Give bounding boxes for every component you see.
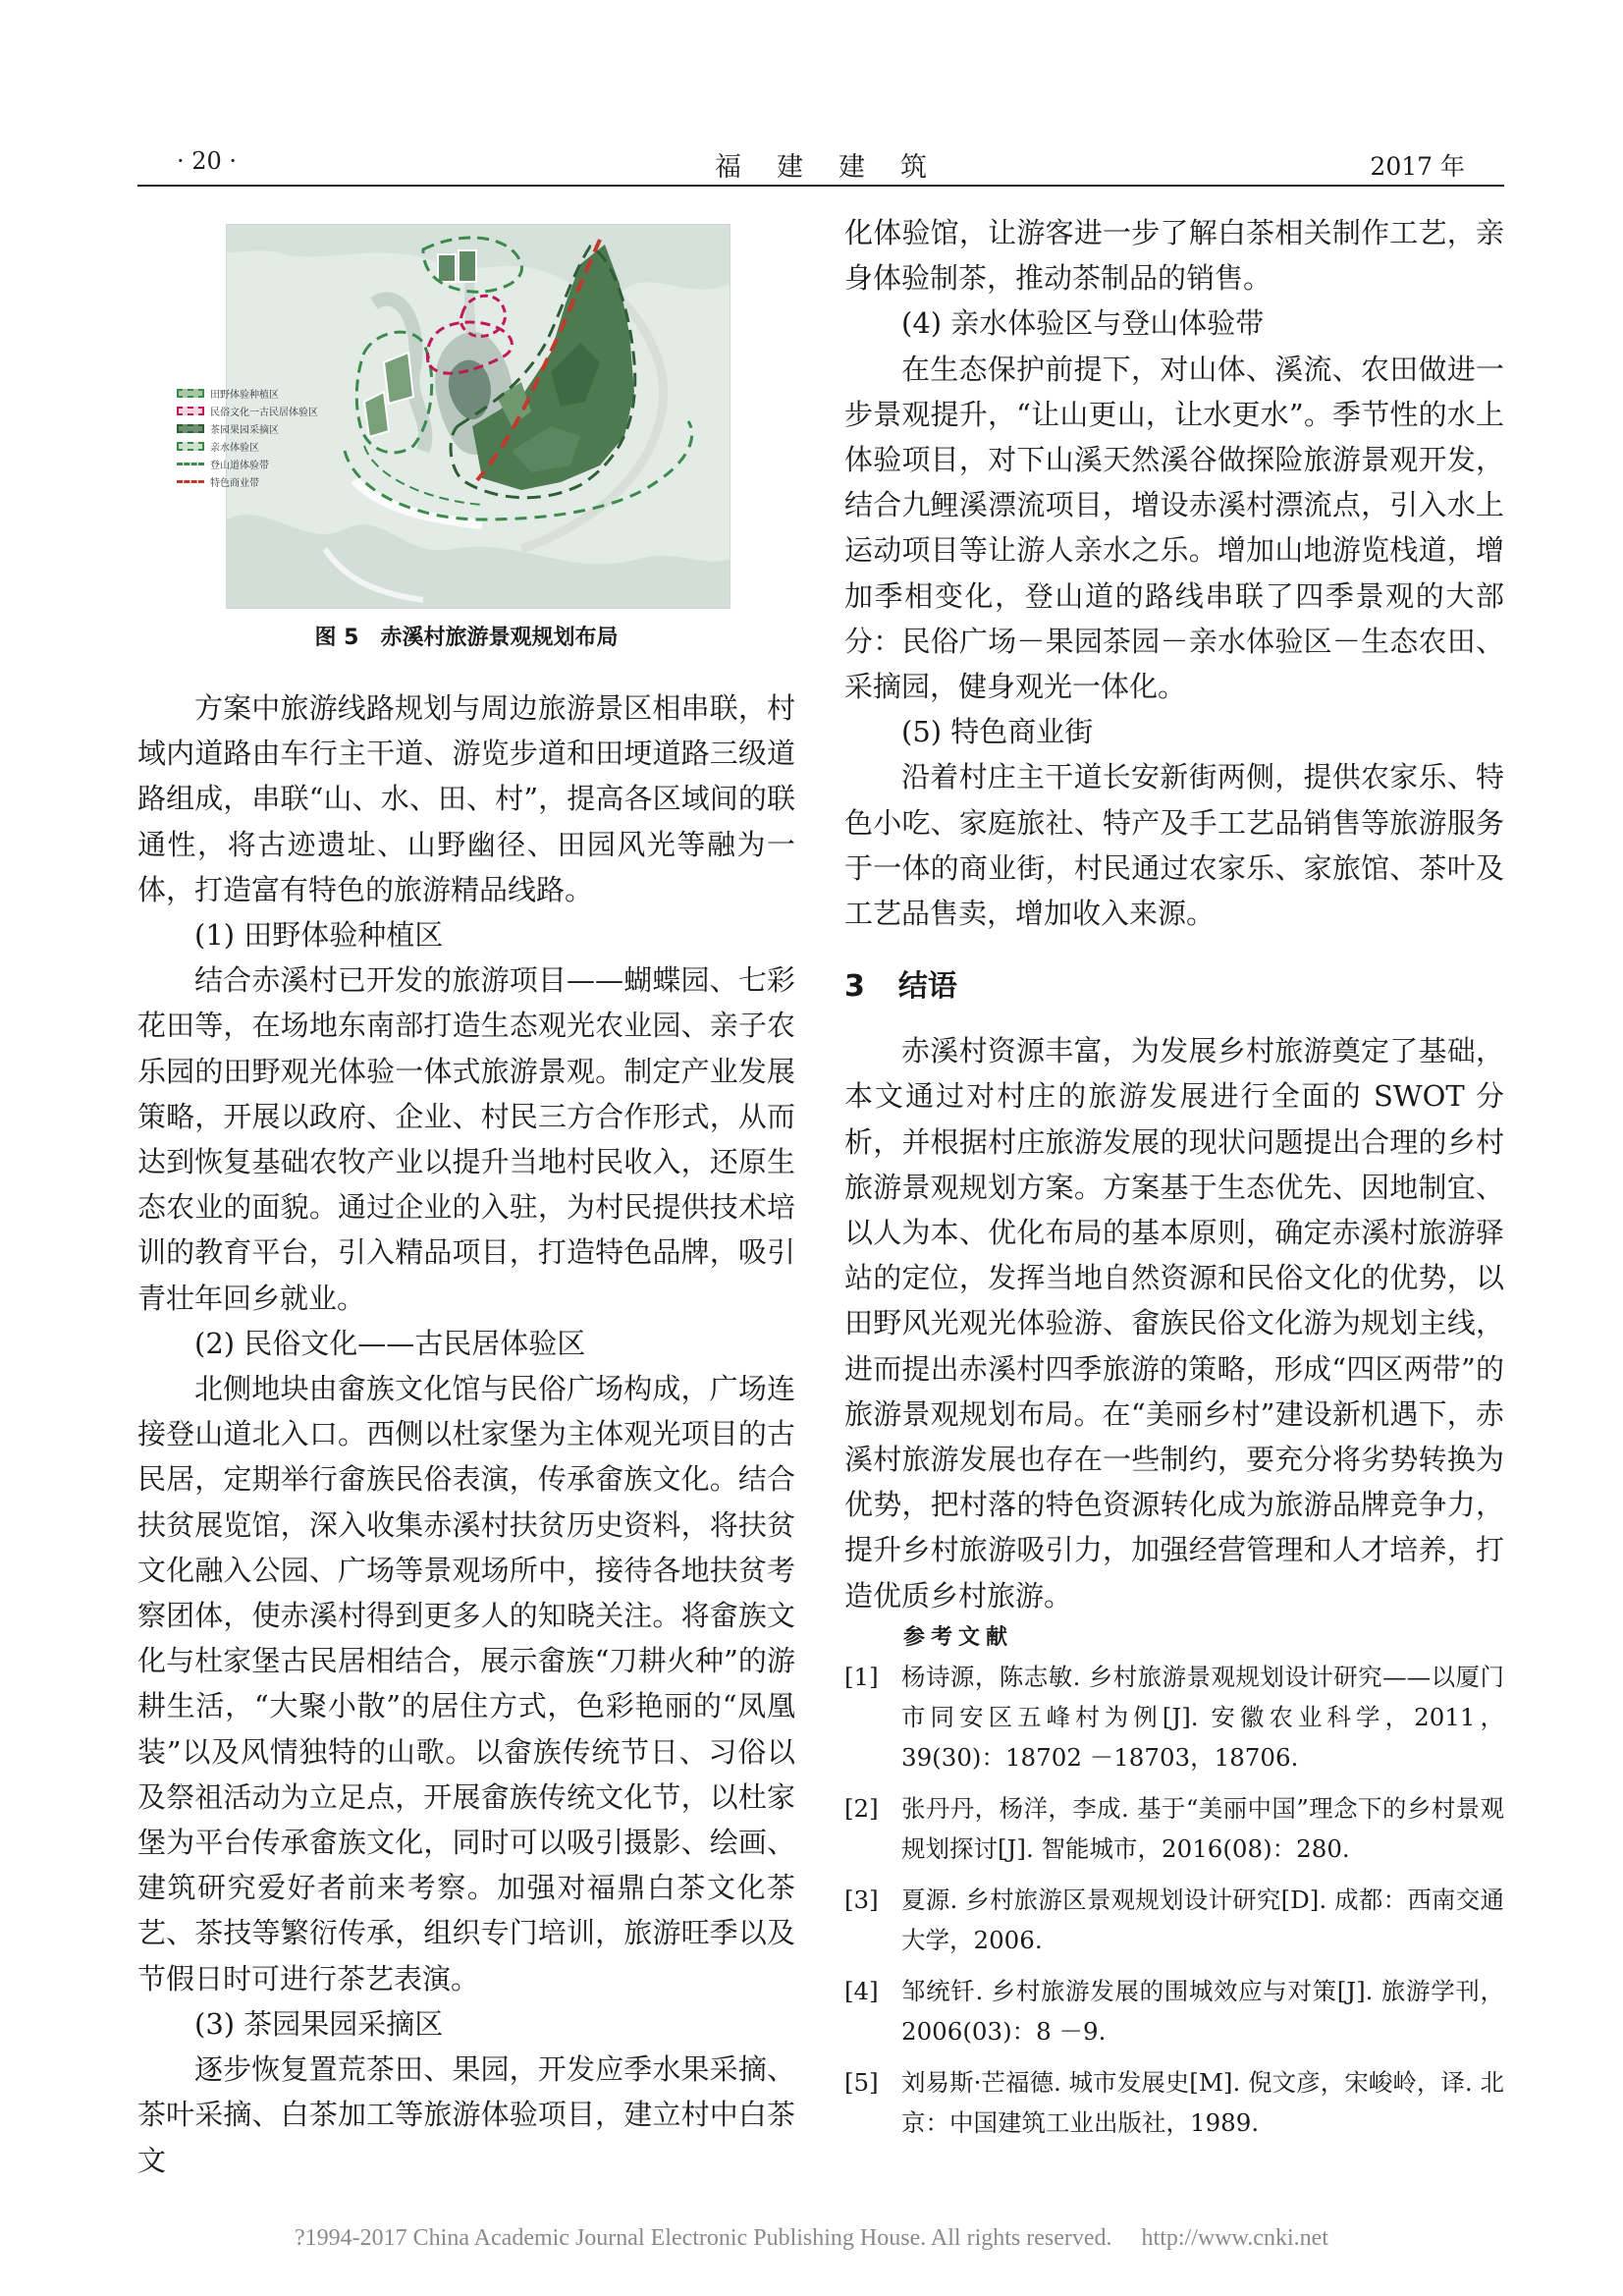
reference-item <box>844 1788 1504 1869</box>
legend-line <box>177 463 204 465</box>
subheading: (4) 亲水体验区与登山体验带 <box>901 306 1265 341</box>
reference-number: [5] <box>844 2067 879 2097</box>
reference-number: [3] <box>844 1885 879 1914</box>
issue-year: 2017 年 <box>1370 152 1465 181</box>
references-heading: 参考文献 <box>903 1624 1014 1650</box>
reference-text: 刘易斯·芒福德. 城市发展史[M]. 倪文彦，宋峻岭，译. 北京：中国建筑工业出版社，1989. <box>901 2067 1504 2137</box>
subheading: (5) 特色商业街 <box>901 715 1094 749</box>
figure-5 <box>137 210 795 672</box>
section-heading <box>844 961 1504 1005</box>
paragraph: 北侧地块由畲族文化馆与民俗广场构成，广场连接登山道北入口。西侧以杜家堡为主体观光项目的古民居，定期举行畲族民俗表演，传承畲族文化。结合扶贫展览馆，深入收集赤溪村扶贫历史资料，将扶贫文化融入公园、广场等景观场所中，接待各地扶贫考察团体，使赤溪村得到更多人的知晓关注。将畲族文化与杜家堡古民居相结合，展示畲族“刀耕火种”的游耕生活，“大聚小散”的居住方式，色彩艳丽的“凤凰装”以及风情独特的山歌。以畲族传统节日、习俗以及祭祖活动为立足点，开展畲族传统文化节，以杜家堡为平台传承畲族文化，同时可以吸引摄影、绘画、建筑研究爱好者前来考察。加强对福鼎白茶文化茶艺、茶技等繁衍传承，组织专门培训，旅游旺季以及节假日时可进行茶艺表演。 <box>137 1372 795 1995</box>
reference-item <box>844 1880 1504 1960</box>
figure-caption: 图 5 赤溪村旅游景观规划布局 <box>314 626 619 650</box>
running-header <box>137 145 1504 187</box>
section-number: 3 <box>844 969 865 1005</box>
page-number: · 20 · <box>177 147 238 175</box>
paragraph: 赤溪村资源丰富，为发展乡村旅游奠定了基础，本文通过对村庄的旅游发展进行全面的 SWOT 分析，并根据村庄旅游发展的现状问题提出合理的乡村旅游景观规划方案。方案基于生态优先、因地制宜、以人为本、优化布局的基本原则，确定赤溪村旅游驿站的定位，发挥当地自然资源和民俗文化的优势，以田野风光观光体验游、畲族民俗文化游为规划主线，进而提出赤溪村四季旅游的策略，形成“四区两带”的旅游景观规划布局。在“美丽乡村”建设新机遇下，赤溪村旅游发展也存在一些制约，要充分将劣势转换为优势，把村落的特色资源转化成为旅游品牌竞争力，提升乡村旅游吸引力，加强经营管理和人才培养，打造优质乡村旅游。 <box>844 1034 1504 1613</box>
reference-item <box>844 2062 1504 2143</box>
subheading: (3) 茶园果园采摘区 <box>194 2006 444 2041</box>
legend-label: 亲水体验区 <box>210 442 259 454</box>
reference-text: 夏源. 乡村旅游区景观规划设计研究[D]. 成都：西南交通大学，2006. <box>901 1885 1504 1954</box>
reference-item <box>844 1971 1504 2051</box>
map-legend <box>177 384 318 490</box>
legend-item <box>177 384 318 402</box>
legend-label: 民俗文化一古民居体验区 <box>210 407 318 418</box>
reference-number: [1] <box>844 1662 879 1691</box>
reference-text: 杨诗源，陈志敏. 乡村旅游景观规划设计研究——以厦门市同安区五峰村为例[J]. 安徽农业科学，2011，39(30)：18702 －18703，18706. <box>901 1662 1504 1772</box>
legend-item <box>177 455 318 472</box>
legend-swatch <box>177 424 204 433</box>
legend-label: 茶园果园采摘区 <box>210 424 279 436</box>
reference-number: [4] <box>844 1976 879 2005</box>
left-column <box>137 210 795 2183</box>
paragraph: 化体验馆，让游客进一步了解白茶相关制作工艺，亲身体验制茶，推动茶制品的销售。 <box>844 216 1504 296</box>
reference-text: 邹统钎. 乡村旅游发展的围城效应与对策[J]. 旅游学刊，2006(03)：8 －9. <box>901 1976 1504 2046</box>
journal-title: 福建建筑 <box>715 152 962 183</box>
subheading: (2) 民俗文化——古民居体验区 <box>194 1326 586 1360</box>
reference-item <box>844 1657 1504 1777</box>
paragraph: 逐步恢复置荒茶田、果园，开发应季水果采摘、茶叶采摘、白茶加工等旅游体验项目，建立村中白茶文 <box>137 2052 795 2177</box>
subheading: (1) 田野体验种植区 <box>194 918 444 953</box>
legend-label: 特色商业带 <box>210 477 259 489</box>
right-column <box>844 210 1504 2154</box>
legend-swatch <box>177 389 204 398</box>
legend-swatch <box>177 442 204 451</box>
legend-line <box>177 480 204 483</box>
legend-swatch <box>177 407 204 415</box>
paragraph: 结合赤溪村已开发的旅游项目——蝴蝶园、七彩花田等，在场地东南部打造生态观光农业园、亲子农乐园的田野观光体验一体式旅游景观。制定产业发展策略，开展以政府、企业、村民三方合作形式，从而达到恢复基础农牧产业以提升当地村民收入，还原生态农业的面貌。通过企业的入驻，为村民提供技术培训的教育平台，引入精品项目，打造特色品牌，吸引青壮年回乡就业。 <box>137 963 795 1315</box>
legend-item <box>177 402 318 419</box>
legend-label: 登山道体验带 <box>210 460 269 471</box>
legend-item <box>177 437 318 455</box>
section-title: 结语 <box>897 969 957 1005</box>
paragraph: 沿着村庄主干道长安新街两侧，提供农家乐、特色小吃、家庭旅社、特产及手工艺品销售等旅游服务于一体的商业街，村民通过农家乐、家旅馆、茶叶及工艺品售卖，增加收入来源。 <box>844 760 1504 931</box>
copyright-footer: ?1994-2017 China Academic Journal Electronic Publishing House. All rights reserved. http://www.cnki.net <box>295 2225 1328 2251</box>
reference-text: 张丹丹，杨洋，李成. 基于“美丽中国”理念下的乡村景观规划探讨[J]. 智能城市，2016(08)：280. <box>901 1793 1504 1863</box>
legend-label: 田野体验种植区 <box>210 389 279 401</box>
reference-number: [2] <box>844 1793 879 1823</box>
legend-item <box>177 472 318 490</box>
legend-item <box>177 419 318 437</box>
paragraph: 方案中旅游线路规划与周边旅游景区相串联，村域内道路由车行主干道、游览步道和田埂道路三级道路组成，串联“山、水、田、村”，提高各区域间的联通性，将古迹遗址、山野幽径、田园风光等融为一体，打造富有特色的旅游精品线路。 <box>137 691 795 906</box>
paragraph: 在生态保护前提下，对山体、溪流、农田做进一步景观提升，“让山更山，让水更水”。季节性的水上体验项目，对下山溪天然溪谷做探险旅游景观开发，结合九鲤溪漂流项目，增设赤溪村漂流点，引入水上运动项目等让游人亲水之乐。增加山地游览栈道，增加季相变化，登山道的路线串联了四季景观的大部分：民俗广场－果园茶园－亲水体验区－生态农田、采摘园，健身观光一体化。 <box>844 352 1504 704</box>
